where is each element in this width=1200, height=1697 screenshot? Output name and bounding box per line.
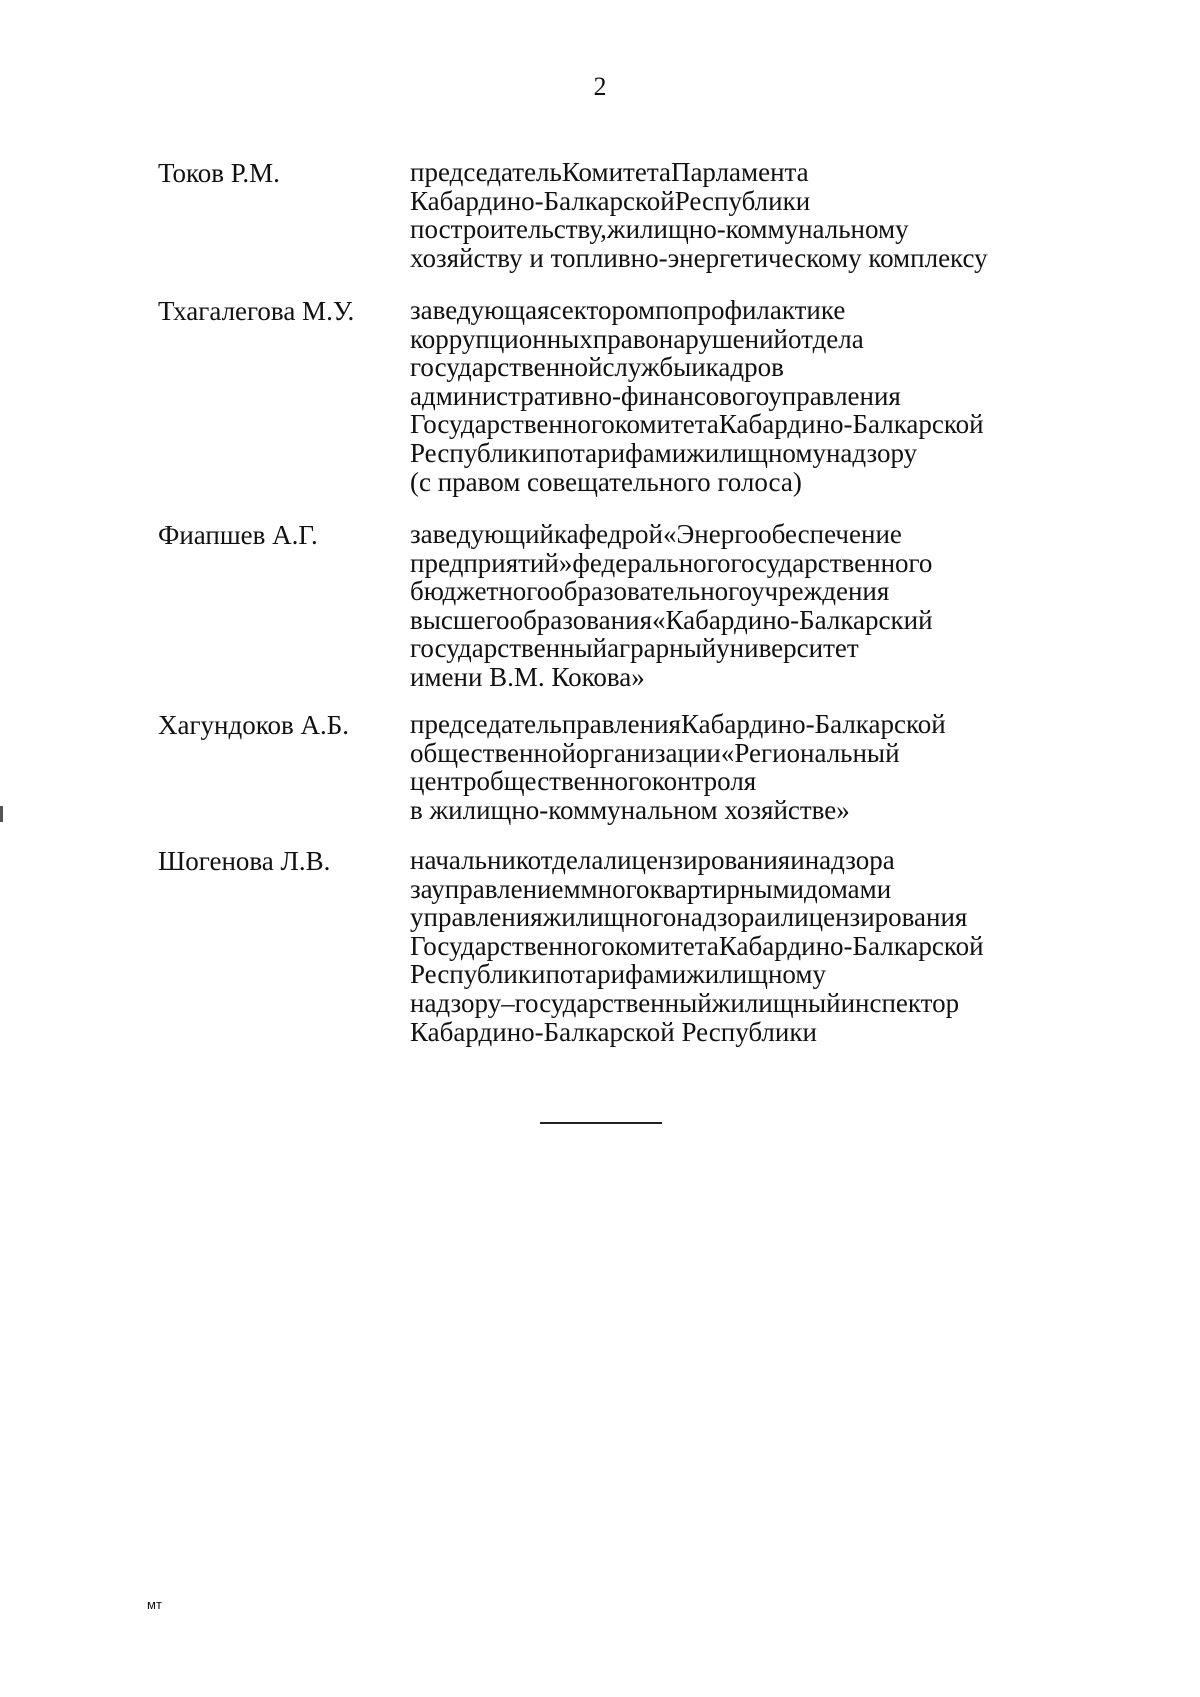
role-word: строительству,	[438, 214, 607, 245]
role-line: хозяйству и топливно-энергетическому комплексу	[410, 242, 988, 273]
role-word: бюджетного	[410, 576, 551, 607]
role-word: аграрный	[607, 633, 717, 664]
role-word: службы	[602, 352, 692, 383]
role-word: сектором	[549, 295, 656, 325]
role-word: и	[790, 845, 805, 875]
member-role	[410, 520, 1054, 692]
role-word: Кабардино-Балкарской	[718, 930, 984, 961]
role-line	[410, 846, 1054, 875]
role-word: управлением	[431, 873, 581, 904]
role-word: надзору	[825, 437, 918, 468]
role-word: жилищному	[686, 959, 826, 990]
role-word: организации	[575, 737, 721, 768]
role-word: Кабардино-Балкарской	[680, 709, 946, 739]
role-word: Республики	[410, 437, 546, 468]
role-word: Республики	[674, 185, 811, 216]
role-line	[410, 634, 1054, 663]
role-word: федерального	[572, 547, 731, 578]
role-word: образования	[509, 604, 652, 635]
role-line	[410, 215, 1054, 244]
member-role	[410, 846, 1054, 1046]
role-word: контроля	[651, 766, 757, 797]
role-word: заведующая	[410, 295, 550, 325]
role-word: и	[671, 437, 687, 468]
role-line	[410, 767, 1054, 796]
role-line	[410, 520, 1054, 549]
role-word: управления	[768, 380, 901, 411]
role-word: центр	[410, 766, 477, 797]
role-word: председатель	[410, 709, 562, 739]
role-word: Государственного	[410, 930, 615, 961]
role-line	[410, 353, 1054, 382]
role-word: заведующий	[410, 519, 554, 549]
role-line	[410, 739, 1054, 768]
role-word: Комитета	[561, 157, 671, 187]
role-word: коррупционных	[410, 323, 593, 354]
role-line	[410, 382, 1054, 411]
role-word: «Региональный	[720, 737, 900, 768]
role-word: и	[671, 959, 687, 990]
role-word: Парламента	[670, 157, 809, 187]
margin-mark	[0, 806, 3, 822]
role-word: лицензирования	[780, 902, 968, 933]
role-word: правонарушений	[592, 323, 788, 354]
role-word: общественной	[410, 737, 576, 768]
role-line	[410, 903, 1054, 932]
role-line	[410, 577, 1054, 606]
role-word: –	[501, 987, 515, 1018]
member-name: Фиапшев А.Г.	[158, 520, 318, 550]
role-line	[410, 439, 1054, 468]
role-word: жилищно-коммунальному	[606, 214, 909, 245]
role-word: инспектор	[840, 987, 960, 1018]
role-line	[410, 549, 1054, 578]
role-word: лицензирования	[603, 845, 791, 875]
role-word: и	[691, 352, 706, 383]
role-word: по	[545, 959, 574, 990]
role-line	[410, 187, 1054, 216]
role-word: образовательного	[550, 576, 752, 607]
role-word: общественного	[476, 766, 652, 797]
role-word: государственной	[410, 352, 603, 383]
role-word: Республики	[410, 959, 546, 990]
role-line: (с правом совещательного голоса)	[410, 466, 802, 497]
role-line	[410, 158, 1054, 187]
member-role	[410, 296, 1054, 496]
role-word: Кабардино-Балкарской	[410, 185, 675, 216]
role-word: и	[766, 902, 781, 933]
end-divider	[540, 1122, 662, 1124]
role-word: государственного	[730, 547, 933, 578]
role-word: учреждения	[751, 576, 890, 607]
role-word: комитета	[614, 930, 719, 961]
role-line	[410, 710, 1054, 739]
role-word: за	[410, 873, 432, 904]
role-word: государственный	[410, 633, 608, 664]
role-word: по	[655, 295, 684, 325]
role-word: председатель	[410, 157, 562, 187]
role-word: государственный	[514, 987, 712, 1018]
role-line	[410, 325, 1054, 354]
role-word: «Кабардино-Балкарский	[652, 604, 933, 635]
role-word: университет	[716, 633, 859, 664]
role-line	[410, 875, 1054, 904]
role-word: надзору	[410, 987, 502, 1018]
role-line: имени В.М. Кокова»	[410, 661, 645, 692]
footer-mark: мт	[147, 1597, 162, 1612]
member-name: Токов Р.М.	[158, 158, 280, 188]
role-line	[410, 606, 1054, 635]
page-number: 2	[593, 72, 607, 101]
role-word: отдела	[527, 845, 604, 875]
role-word: по	[545, 437, 574, 468]
role-word: предприятий»	[410, 547, 573, 578]
role-word: жилищный	[711, 987, 841, 1018]
member-name: Тхагалегова М.У.	[158, 296, 355, 326]
role-word: комитета	[614, 409, 719, 440]
role-word: Кабардино-Балкарской	[718, 409, 984, 440]
role-word: высшего	[410, 604, 510, 635]
role-word: правления	[561, 709, 681, 739]
role-word: жилищного	[542, 902, 677, 933]
role-word: профилактике	[683, 295, 846, 325]
role-word: надзора	[676, 902, 767, 933]
role-word: надзора	[804, 845, 895, 875]
role-line	[410, 296, 1054, 325]
role-word: кафедрой	[553, 519, 663, 549]
role-word: многоквартирными	[580, 873, 804, 904]
role-word: по	[410, 214, 439, 245]
role-word: «Энергообеспечение	[662, 519, 902, 549]
role-word: Государственного	[410, 409, 615, 440]
role-word: административно-финансового	[410, 380, 769, 411]
role-line	[410, 989, 1054, 1018]
role-line: в жилищно-коммунальном хозяйстве»	[410, 794, 850, 825]
role-word: тарифам	[573, 437, 672, 468]
role-line: Кабардино-Балкарской Республики	[410, 1016, 817, 1047]
role-line	[410, 410, 1054, 439]
member-role	[410, 158, 1054, 272]
role-word: кадров	[705, 352, 784, 383]
member-role	[410, 710, 1054, 824]
role-word: жилищному	[686, 437, 826, 468]
member-name: Шогенова Л.В.	[158, 846, 331, 876]
role-line	[410, 960, 1054, 989]
role-word: домами	[804, 873, 892, 904]
member-name: Хагундоков А.Б.	[158, 710, 349, 740]
role-word: управления	[410, 902, 543, 933]
role-line	[410, 932, 1054, 961]
role-word: начальник	[410, 845, 528, 875]
role-word: тарифам	[573, 959, 672, 990]
role-word: отдела	[787, 323, 864, 354]
